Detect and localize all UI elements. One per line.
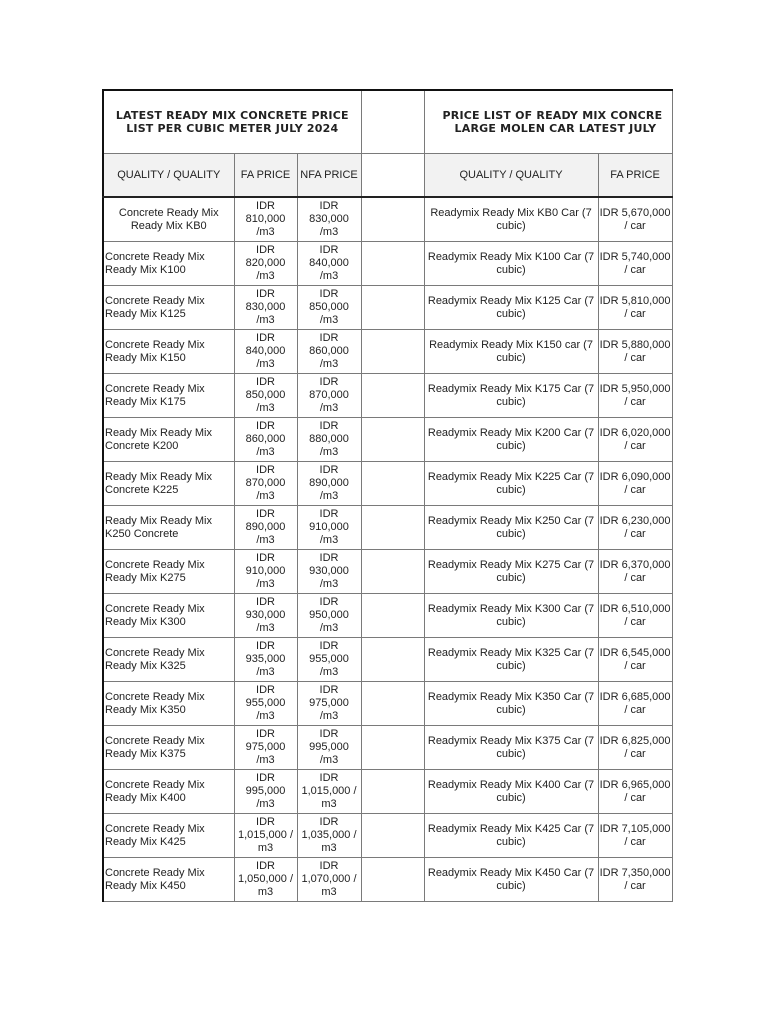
car-quality-cell: Readymix Ready Mix K200 Car (7 cubic) xyxy=(424,418,598,462)
car-fa-price-cell: IDR 6,825,000 / car xyxy=(598,726,672,770)
table-row xyxy=(103,242,672,286)
fa-price-cell: IDR 840,000 /m3 xyxy=(234,330,297,374)
right-table-title xyxy=(424,90,672,154)
car-fa-price-cell: IDR 5,810,000 / car xyxy=(598,286,672,330)
quality-cell: Ready Mix Ready Mix K250 Concrete xyxy=(103,506,234,550)
nfa-price-cell: IDR 880,000 /m3 xyxy=(297,418,361,462)
table-row xyxy=(103,550,672,594)
quality-cell: Concrete Ready Mix Ready Mix K100 xyxy=(103,242,234,286)
fa-price-cell: IDR 975,000 /m3 xyxy=(234,726,297,770)
fa-price-cell: IDR 955,000 /m3 xyxy=(234,682,297,726)
car-quality-cell: Readymix Ready Mix K300 Car (7 cubic) xyxy=(424,594,598,638)
quality-cell: Ready Mix Ready Mix Concrete K225 xyxy=(103,462,234,506)
car-fa-price-cell: IDR 6,090,000 / car xyxy=(598,462,672,506)
price-sheet xyxy=(102,89,671,902)
fa-price-cell: IDR 910,000 /m3 xyxy=(234,550,297,594)
table-row xyxy=(103,197,672,242)
car-fa-price-cell: IDR 6,545,000 / car xyxy=(598,638,672,682)
car-fa-price-cell: IDR 7,105,000 / car xyxy=(598,814,672,858)
car-fa-price-cell: IDR 5,880,000 / car xyxy=(598,330,672,374)
spacer-cell xyxy=(361,726,424,770)
spacer-cell xyxy=(361,550,424,594)
header-nfa-price: NFA PRICE xyxy=(297,154,361,198)
table-row xyxy=(103,330,672,374)
fa-price-cell: IDR 830,000 /m3 xyxy=(234,286,297,330)
table-row xyxy=(103,858,672,902)
table-row xyxy=(103,638,672,682)
car-quality-cell: Readymix Ready Mix K125 Car (7 cubic) xyxy=(424,286,598,330)
quality-cell: Concrete Ready Mix Ready Mix K375 xyxy=(103,726,234,770)
car-fa-price-cell: IDR 5,740,000 / car xyxy=(598,242,672,286)
quality-cell: Concrete Ready Mix Ready Mix K175 xyxy=(103,374,234,418)
table-row xyxy=(103,462,672,506)
header-car-fa-price: FA PRICE xyxy=(598,154,672,198)
right-title-line-1: PRICE LIST OF READY MIX CONCRE xyxy=(442,109,663,122)
car-quality-cell: Readymix Ready Mix K250 Car (7 cubic) xyxy=(424,506,598,550)
table-row xyxy=(103,594,672,638)
nfa-price-cell: IDR 995,000 /m3 xyxy=(297,726,361,770)
spacer-cell xyxy=(361,770,424,814)
table-row xyxy=(103,506,672,550)
car-quality-cell: Readymix Ready Mix K425 Car (7 cubic) xyxy=(424,814,598,858)
nfa-price-cell: IDR 870,000 /m3 xyxy=(297,374,361,418)
fa-price-cell: IDR 820,000 /m3 xyxy=(234,242,297,286)
price-table xyxy=(102,89,673,902)
fa-price-cell: IDR 1,015,000 / m3 xyxy=(234,814,297,858)
car-fa-price-cell: IDR 6,020,000 / car xyxy=(598,418,672,462)
quality-cell: Concrete Ready Mix Ready Mix K125 xyxy=(103,286,234,330)
spacer-cell xyxy=(361,814,424,858)
left-table-title: LATEST READY MIX CONCRETE PRICE LIST PER CUBIC METER JULY 2024 xyxy=(103,90,361,154)
quality-cell: Concrete Ready Mix Ready Mix KB0 xyxy=(103,197,234,242)
car-fa-price-cell: IDR 5,950,000 / car xyxy=(598,374,672,418)
spacer-cell xyxy=(361,682,424,726)
nfa-price-cell: IDR 890,000 /m3 xyxy=(297,462,361,506)
spacer-cell xyxy=(361,197,424,242)
car-quality-cell: Readymix Ready Mix K150 car (7 cubic) xyxy=(424,330,598,374)
nfa-price-cell: IDR 1,035,000 / m3 xyxy=(297,814,361,858)
fa-price-cell: IDR 860,000 /m3 xyxy=(234,418,297,462)
nfa-price-cell: IDR 850,000 /m3 xyxy=(297,286,361,330)
spacer-cell xyxy=(361,90,424,154)
nfa-price-cell: IDR 860,000 /m3 xyxy=(297,330,361,374)
nfa-price-cell: IDR 955,000 /m3 xyxy=(297,638,361,682)
car-fa-price-cell: IDR 6,965,000 / car xyxy=(598,770,672,814)
spacer-cell xyxy=(361,418,424,462)
car-quality-cell: Readymix Ready Mix K450 Car (7 cubic) xyxy=(424,858,598,902)
quality-cell: Concrete Ready Mix Ready Mix K150 xyxy=(103,330,234,374)
quality-cell: Concrete Ready Mix Ready Mix K350 xyxy=(103,682,234,726)
car-quality-cell: Readymix Ready Mix KB0 Car (7 cubic) xyxy=(424,197,598,242)
spacer-cell xyxy=(361,374,424,418)
header-quality: QUALITY / QUALITY xyxy=(103,154,234,198)
table-row xyxy=(103,770,672,814)
car-fa-price-cell: IDR 6,230,000 / car xyxy=(598,506,672,550)
nfa-price-cell: IDR 1,015,000 / m3 xyxy=(297,770,361,814)
car-fa-price-cell: IDR 6,370,000 / car xyxy=(598,550,672,594)
spacer-cell xyxy=(361,858,424,902)
fa-price-cell: IDR 810,000 /m3 xyxy=(234,197,297,242)
car-fa-price-cell: IDR 5,670,000 / car xyxy=(598,197,672,242)
fa-price-cell: IDR 870,000 /m3 xyxy=(234,462,297,506)
car-quality-cell: Readymix Ready Mix K225 Car (7 cubic) xyxy=(424,462,598,506)
spacer-cell xyxy=(361,506,424,550)
fa-price-cell: IDR 935,000 /m3 xyxy=(234,638,297,682)
fa-price-cell: IDR 1,050,000 / m3 xyxy=(234,858,297,902)
nfa-price-cell: IDR 830,000 /m3 xyxy=(297,197,361,242)
table-row xyxy=(103,418,672,462)
car-quality-cell: Readymix Ready Mix K275 Car (7 cubic) xyxy=(424,550,598,594)
title-row xyxy=(103,90,672,154)
nfa-price-cell: IDR 910,000 /m3 xyxy=(297,506,361,550)
table-row xyxy=(103,682,672,726)
nfa-price-cell: IDR 840,000 /m3 xyxy=(297,242,361,286)
car-quality-cell: Readymix Ready Mix K350 Car (7 cubic) xyxy=(424,682,598,726)
fa-price-cell: IDR 850,000 /m3 xyxy=(234,374,297,418)
car-fa-price-cell: IDR 7,350,000 / car xyxy=(598,858,672,902)
table-row xyxy=(103,374,672,418)
quality-cell: Concrete Ready Mix Ready Mix K450 xyxy=(103,858,234,902)
car-fa-price-cell: IDR 6,685,000 / car xyxy=(598,682,672,726)
fa-price-cell: IDR 890,000 /m3 xyxy=(234,506,297,550)
car-quality-cell: Readymix Ready Mix K100 Car (7 cubic) xyxy=(424,242,598,286)
table-row xyxy=(103,814,672,858)
quality-cell: Concrete Ready Mix Ready Mix K325 xyxy=(103,638,234,682)
spacer-cell xyxy=(361,594,424,638)
spacer-cell xyxy=(361,638,424,682)
nfa-price-cell: IDR 950,000 /m3 xyxy=(297,594,361,638)
header-row xyxy=(103,154,672,198)
header-car-quality: QUALITY / QUALITY xyxy=(424,154,598,198)
quality-cell: Concrete Ready Mix Ready Mix K300 xyxy=(103,594,234,638)
car-quality-cell: Readymix Ready Mix K375 Car (7 cubic) xyxy=(424,726,598,770)
fa-price-cell: IDR 930,000 /m3 xyxy=(234,594,297,638)
table-row xyxy=(103,726,672,770)
car-quality-cell: Readymix Ready Mix K325 Car (7 cubic) xyxy=(424,638,598,682)
right-title-line-2: LARGE MOLEN CAR LATEST JULY xyxy=(454,122,657,135)
spacer-cell xyxy=(361,242,424,286)
spacer-cell xyxy=(361,462,424,506)
table-row xyxy=(103,286,672,330)
car-quality-cell: Readymix Ready Mix K175 Car (7 cubic) xyxy=(424,374,598,418)
quality-cell: Concrete Ready Mix Ready Mix K400 xyxy=(103,770,234,814)
quality-cell: Ready Mix Ready Mix Concrete K200 xyxy=(103,418,234,462)
quality-cell: Concrete Ready Mix Ready Mix K425 xyxy=(103,814,234,858)
car-fa-price-cell: IDR 6,510,000 / car xyxy=(598,594,672,638)
nfa-price-cell: IDR 930,000 /m3 xyxy=(297,550,361,594)
nfa-price-cell: IDR 975,000 /m3 xyxy=(297,682,361,726)
spacer-cell xyxy=(361,286,424,330)
header-fa-price: FA PRICE xyxy=(234,154,297,198)
car-quality-cell: Readymix Ready Mix K400 Car (7 cubic) xyxy=(424,770,598,814)
spacer-cell xyxy=(361,330,424,374)
spacer-cell xyxy=(361,154,424,198)
fa-price-cell: IDR 995,000 /m3 xyxy=(234,770,297,814)
quality-cell: Concrete Ready Mix Ready Mix K275 xyxy=(103,550,234,594)
nfa-price-cell: IDR 1,070,000 / m3 xyxy=(297,858,361,902)
